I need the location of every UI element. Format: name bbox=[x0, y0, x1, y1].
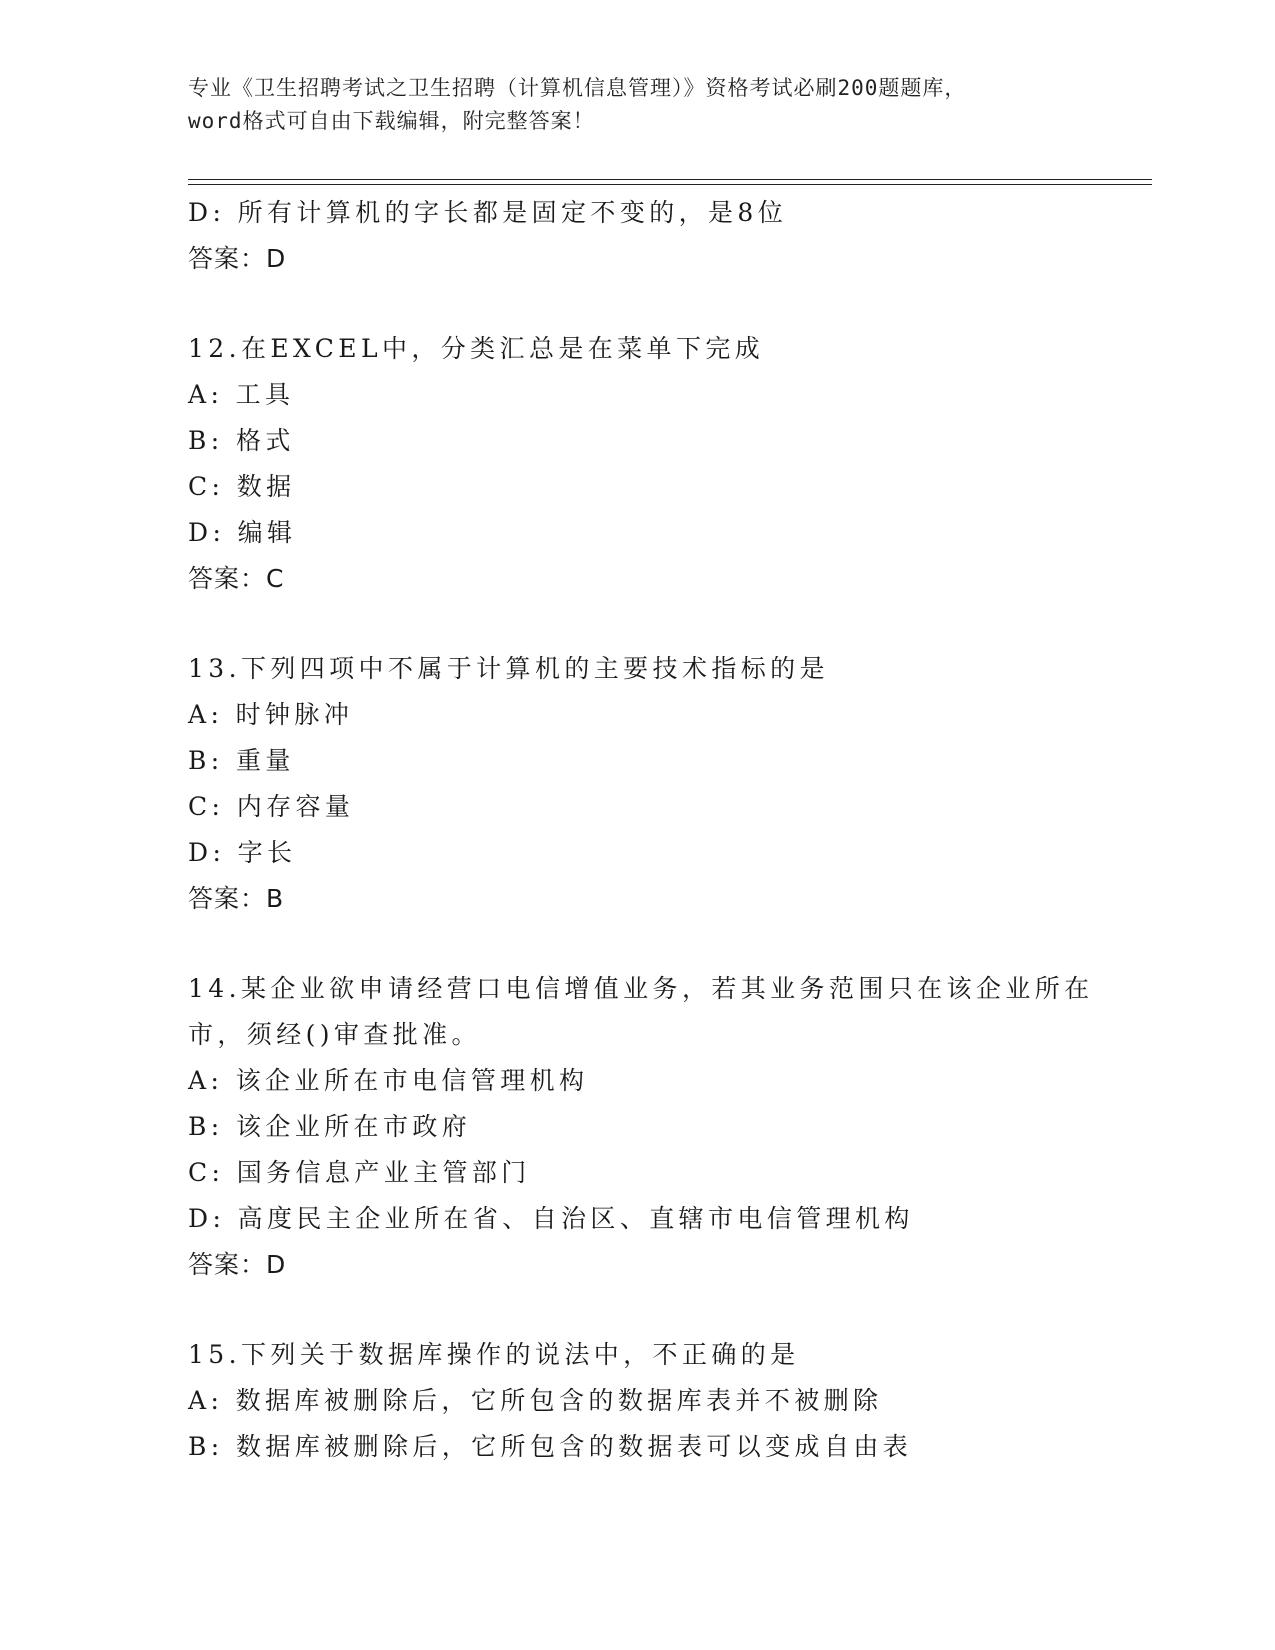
option-d: D: 编辑 bbox=[188, 518, 297, 547]
header-divider-bottom bbox=[188, 184, 1152, 185]
question-stem: 13.下列四项中不属于计算机的主要技术指标的是 bbox=[188, 654, 829, 683]
question-14 bbox=[188, 966, 1148, 1288]
option-d: D: 字长 bbox=[188, 838, 297, 867]
option-c: C: 数据 bbox=[188, 472, 296, 501]
option-b: B: 数据库被删除后，它所包含的数据表可以变成自由表 bbox=[188, 1432, 913, 1461]
option-b: B: 该企业所在市政府 bbox=[188, 1112, 472, 1141]
document-header bbox=[188, 72, 1088, 138]
option-c: C: 国务信息产业主管部门 bbox=[188, 1158, 531, 1187]
option-d: D: 所有计算机的字长都是固定不变的，是8位 bbox=[188, 198, 788, 227]
question-15 bbox=[188, 1332, 1148, 1470]
question-11-tail bbox=[188, 190, 1148, 282]
option-a: A: 数据库被删除后，它所包含的数据库表并不被删除 bbox=[188, 1386, 883, 1415]
question-13 bbox=[188, 646, 1148, 922]
option-b: B: 格式 bbox=[188, 426, 295, 455]
answer-label: 答案：D bbox=[188, 1250, 287, 1279]
question-stem-line-1: 14.某企业欲申请经营口电信增值业务，若其业务范围只在该企业所在 bbox=[188, 974, 1094, 1003]
question-stem: 12.在EXCEL中，分类汇总是在菜单下完成 bbox=[188, 334, 765, 363]
question-stem-line-2: 市，须经()审查批准。 bbox=[188, 1020, 481, 1049]
option-d: D: 高度民主企业所在省、自治区、直辖市电信管理机构 bbox=[188, 1204, 914, 1233]
header-title-line-2: word格式可自由下载编辑，附完整答案！ bbox=[188, 109, 595, 133]
answer-label: 答案：C bbox=[188, 564, 285, 593]
answer-label: 答案：D bbox=[188, 244, 287, 273]
header-title-line-1: 专业《卫生招聘考试之卫生招聘（计算机信息管理）》资格考试必刷200题题库， bbox=[188, 76, 967, 100]
option-b: B: 重量 bbox=[188, 746, 295, 775]
option-a: A: 该企业所在市电信管理机构 bbox=[188, 1066, 589, 1095]
option-a: A: 时钟脉冲 bbox=[188, 700, 354, 729]
question-12 bbox=[188, 326, 1148, 602]
option-c: C: 内存容量 bbox=[188, 792, 355, 821]
header-divider-top bbox=[188, 179, 1152, 180]
question-stem: 15.下列关于数据库操作的说法中，不正确的是 bbox=[188, 1340, 800, 1369]
option-a: A: 工具 bbox=[188, 380, 295, 409]
answer-label: 答案：B bbox=[188, 884, 285, 913]
question-list bbox=[188, 190, 1148, 1470]
